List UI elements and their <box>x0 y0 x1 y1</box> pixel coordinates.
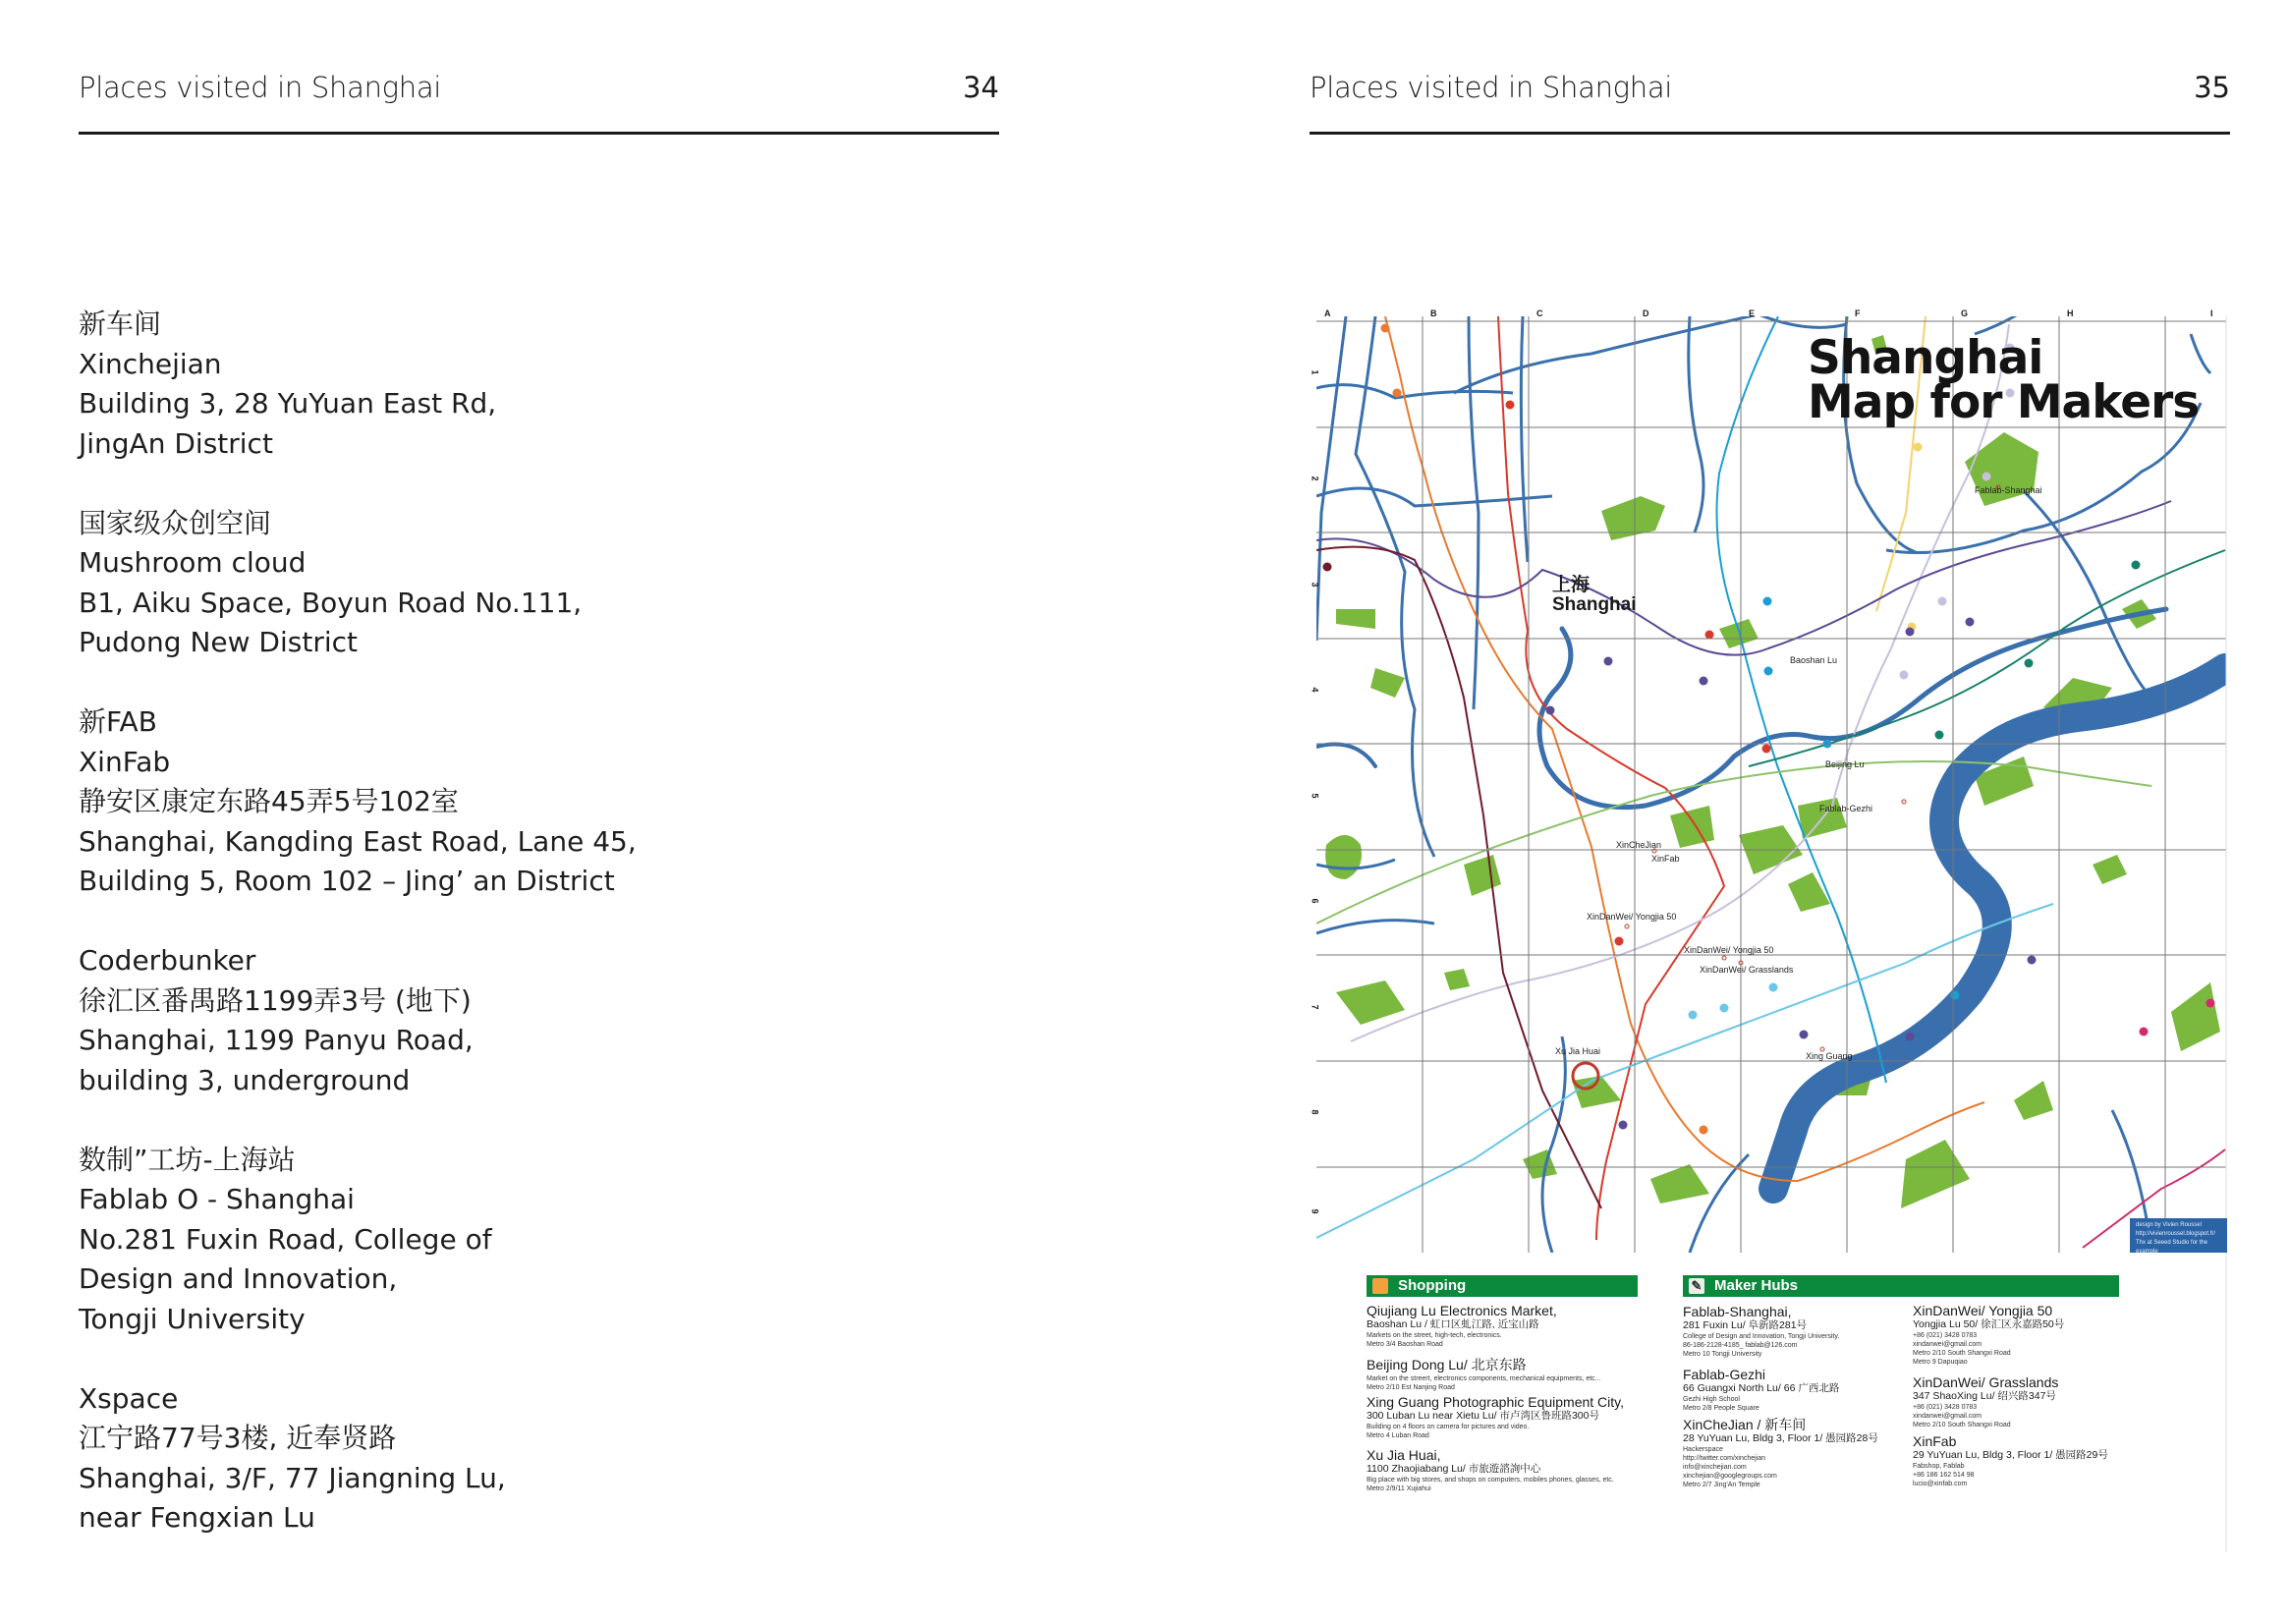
maker-hub-entry <box>1683 1304 1909 1359</box>
grid-row-label: 2 <box>1310 476 1320 481</box>
entry-note: Hackerspace <box>1683 1446 1723 1453</box>
place-line: 国家级众创空间 <box>79 506 272 539</box>
grid-column-label: I <box>2210 308 2213 318</box>
shopping-legend-header <box>1367 1275 1638 1297</box>
grid-row-label: 7 <box>1310 1004 1320 1010</box>
entry-note: Metro 10 Tongji University <box>1683 1351 1762 1358</box>
place-line: Building 3, 28 YuYuan East Rd, <box>79 387 497 420</box>
map-label-xindanwei-yongjia: XinDanWei/ Yongjia 50 <box>1587 912 1677 922</box>
shopping-bag-icon <box>1372 1278 1388 1294</box>
map-label-xinfab: XinFab <box>1651 854 1680 864</box>
entry-subtitle: 347 ShaoXing Lu/ 绍兴路347号 <box>1913 1390 2056 1402</box>
map-label-xinchejian: XinCheJian <box>1616 840 1662 850</box>
place-line: No.281 Fuxin Road, College of <box>79 1222 492 1256</box>
place-line: XinFab <box>79 745 171 778</box>
place-line: Fablab O - Shanghai <box>79 1183 355 1215</box>
grid-row-label: 6 <box>1310 898 1320 904</box>
grid-column-label: H <box>2067 308 2074 318</box>
maker-hub-entry <box>1683 1417 1909 1489</box>
place-line: JingAn District <box>79 426 273 460</box>
maker-hub-entry <box>1913 1303 2129 1367</box>
entry-note: Big place with big stores, and shops on computers, mobiles phones, glasses, etc. <box>1367 1477 1614 1484</box>
place-line: Tongji University <box>79 1302 306 1335</box>
grid-column-label: E <box>1749 308 1756 318</box>
place-line: 数制”工坊-上海站 <box>79 1143 296 1176</box>
place-line: Shanghai, 3/F, 77 Jiangning Lu, <box>79 1461 506 1494</box>
entry-note: 86-186-2128-4185_ fablab@126.com <box>1683 1342 1798 1349</box>
grid-column-label: A <box>1324 308 1331 318</box>
city-label-cn: 上海 <box>1552 575 1591 595</box>
place-line: Xinchejian <box>79 347 222 380</box>
maker-hub-entry <box>1913 1374 2129 1429</box>
right-page-number: 35 <box>2194 71 2230 104</box>
credit-line: http://vivienroussel.blogspot.fr/ <box>2136 1231 2216 1237</box>
entry-title: XinDanWei/ Grasslands <box>1913 1374 2059 1390</box>
place-line: Building 5, Room 102 – Jing’ an District <box>79 865 615 897</box>
entry-note: Gezhi High School <box>1683 1396 1740 1403</box>
entry-title: XinCheJian / 新车间 <box>1683 1417 1807 1432</box>
entry-note: +86 (021) 3428 0783 <box>1913 1404 1978 1411</box>
place-line: 徐汇区番禺路1199弄3号 (地下) <box>79 983 472 1017</box>
map-title-line1: Shanghai <box>1808 331 2043 385</box>
city-label <box>1552 576 1637 615</box>
place-line: near Fengxian Lu <box>79 1501 315 1534</box>
entry-note: Metro 2/10 South Shangxi Road <box>1913 1422 2011 1428</box>
entry-title: XinFab <box>1913 1433 1957 1449</box>
entry-note: info@xinchejian.com <box>1683 1464 1747 1471</box>
entry-note: http://twitter.com/xinchejian <box>1683 1455 1766 1462</box>
entry-note: xinchejian@googlegroups.com <box>1683 1473 1777 1480</box>
maker-hub-entry <box>1683 1367 1909 1413</box>
entry-note: +86 (021) 3428 0783 <box>1913 1332 1978 1339</box>
entry-note: College of Design and Innovation, Tongji University. <box>1683 1333 1840 1340</box>
entry-note: Metro 3/4 Baoshan Road <box>1367 1341 1443 1348</box>
entry-note: Metro 4 Luban Road <box>1367 1432 1429 1439</box>
city-label-en: Shanghai <box>1552 594 1637 615</box>
grid-column-label: F <box>1855 308 1861 318</box>
entry-note: Metro 2/7 Jing'An Temple <box>1683 1482 1760 1488</box>
entry-title: XinDanWei/ Yongjia 50 <box>1913 1303 2053 1318</box>
place-line: Coderbunker <box>79 944 256 977</box>
map-credit <box>2130 1218 2227 1253</box>
entry-title: Xu Jia Huai, <box>1367 1447 1441 1463</box>
map-title-line2: Map for Makers <box>1808 375 2200 429</box>
entry-note: Metro 9 Dapuqiao <box>1913 1359 1968 1366</box>
grid-column-label: D <box>1643 308 1649 318</box>
grid-row-label: 5 <box>1310 793 1320 799</box>
credit-line: design by Vivien Roussel <box>2136 1222 2202 1228</box>
map-title <box>1808 331 2200 429</box>
place-line: Shanghai, 1199 Panyu Road, <box>79 1024 474 1056</box>
entry-subtitle: 29 YuYuan Lu, Bldg 3, Floor 1/ 愚园路29号 <box>1913 1449 2108 1461</box>
map-label-fablab-gezhi: Fablab-Gezhi <box>1819 804 1873 813</box>
grid-row-label: 3 <box>1310 582 1320 588</box>
entry-subtitle: 66 Guangxi North Lu/ 66 广西北路 <box>1683 1382 1840 1394</box>
grid-column-label: C <box>1536 308 1543 318</box>
shopping-entry <box>1367 1394 1671 1440</box>
map-label-beijing-lu: Beijing Lu <box>1825 759 1865 769</box>
grid-row-label: 8 <box>1310 1109 1320 1115</box>
entry-subtitle: 300 Luban Lu near Xietu Lu/ 市卢湾区鲁班路300号 <box>1367 1410 1599 1422</box>
entry-title: Xing Guang Photographic Equipment City, <box>1367 1394 1625 1410</box>
entry-subtitle: Yongjia Lu 50/ 徐汇区永嘉路50号 <box>1913 1318 2065 1330</box>
shopping-heading: Shopping <box>1398 1277 1467 1294</box>
shopping-entry <box>1367 1303 1661 1349</box>
grid-column-label: G <box>1961 308 1969 318</box>
place-line: B1, Aiku Space, Boyun Road No.111, <box>79 586 583 619</box>
entry-title: Fablab-Gezhi <box>1683 1367 1766 1382</box>
place-line: 江宁路77号3楼, 近奉贤路 <box>79 1422 397 1454</box>
entry-subtitle: 1100 Zhaojiabang Lu/ 市旅遊諮詢中心 <box>1367 1463 1541 1475</box>
grid-row-label: 4 <box>1310 687 1320 693</box>
entry-note: Building on 4 floors on camera for pictures and video. <box>1367 1424 1530 1430</box>
entry-note: xindanwei@gmail.com <box>1913 1413 1982 1420</box>
place-line: 静安区康定东路45弄5号102室 <box>79 785 459 817</box>
grid-column-label: B <box>1430 308 1437 318</box>
entry-subtitle: 28 YuYuan Lu, Bldg 3, Floor 1/ 愚园路28号 <box>1683 1432 1878 1444</box>
place-line: 新车间 <box>79 308 162 340</box>
map-label-xindanwei-grasslands: XinDanWei/ Grasslands <box>1700 965 1794 975</box>
map-label-xu-jia-huai: Xu Jia Huai <box>1555 1046 1601 1056</box>
map-label-fablab-shanghai: Fablab-Shanghai <box>1975 485 2042 495</box>
map-label-baoshan-lu: Baoshan Lu <box>1790 655 1838 665</box>
place-line: Xspace <box>79 1381 179 1415</box>
entry-note: Market on the streert, electronics components, mechanical equipments, etc... <box>1367 1375 1601 1382</box>
left-page-number: 34 <box>963 71 999 104</box>
entry-note: Fabshop, Fablab <box>1913 1463 1965 1470</box>
maker-hub-entry <box>1913 1433 2129 1488</box>
shopping-entry <box>1367 1447 1671 1493</box>
wrench-icon: ✎ <box>1689 1278 1704 1294</box>
maker-hubs-legend-header <box>1683 1275 2119 1297</box>
shopping-entry <box>1367 1357 1661 1392</box>
place-line: building 3, underground <box>79 1063 411 1096</box>
place-line: Design and Innovation, <box>79 1262 398 1295</box>
map-background <box>1316 316 2226 1253</box>
grid-row-label: 9 <box>1310 1208 1320 1214</box>
place-line: 新FAB <box>79 705 157 738</box>
maker-hubs-heading: Maker Hubs <box>1714 1277 1799 1294</box>
entry-title: Fablab-Shanghai, <box>1683 1304 1792 1319</box>
entry-note: Metro 2/10 Est Nanjing Road <box>1367 1384 1455 1391</box>
entry-note: Metro 2/8 People Square <box>1683 1405 1759 1412</box>
map-label-xindanwei-yongjia: XinDanWei/ Yongjia 50 <box>1684 945 1774 955</box>
entry-title: Qiujiang Lu Electronics Market, <box>1367 1303 1557 1318</box>
credit-line: Thx at Seeed Studio for the example <box>2136 1240 2208 1255</box>
map-label-xing-guang: Xing Guang <box>1806 1051 1853 1061</box>
entry-note: Markets on the street, high-tech, electronics. <box>1367 1332 1502 1339</box>
entry-note: +86 186 162 514 98 <box>1913 1472 1975 1479</box>
entry-note: lucio@xinfab.com <box>1913 1481 1968 1487</box>
right-header-title: Places visited in Shanghai <box>1310 71 1673 104</box>
place-line: Pudong New District <box>79 626 359 658</box>
entry-note: Metro 2/9/11 Xujiahui <box>1367 1485 1431 1492</box>
entry-subtitle: Baoshan Lu / 虹口区虬江路, 近宝山路 <box>1367 1318 1539 1330</box>
grid-row-label: 1 <box>1310 369 1320 375</box>
entry-title: Beijing Dong Lu/ 北京东路 <box>1367 1357 1527 1372</box>
place-line: Mushroom cloud <box>79 546 307 579</box>
entry-subtitle: 281 Fuxin Lu/ 阜新路281号 <box>1683 1319 1808 1331</box>
place-line: Shanghai, Kangding East Road, Lane 45, <box>79 824 637 858</box>
entry-note: Metro 2/10 South Shangxi Road <box>1913 1350 2011 1357</box>
left-header-title: Places visited in Shanghai <box>79 71 442 104</box>
entry-note: xindanwei@gmail.com <box>1913 1341 1982 1348</box>
